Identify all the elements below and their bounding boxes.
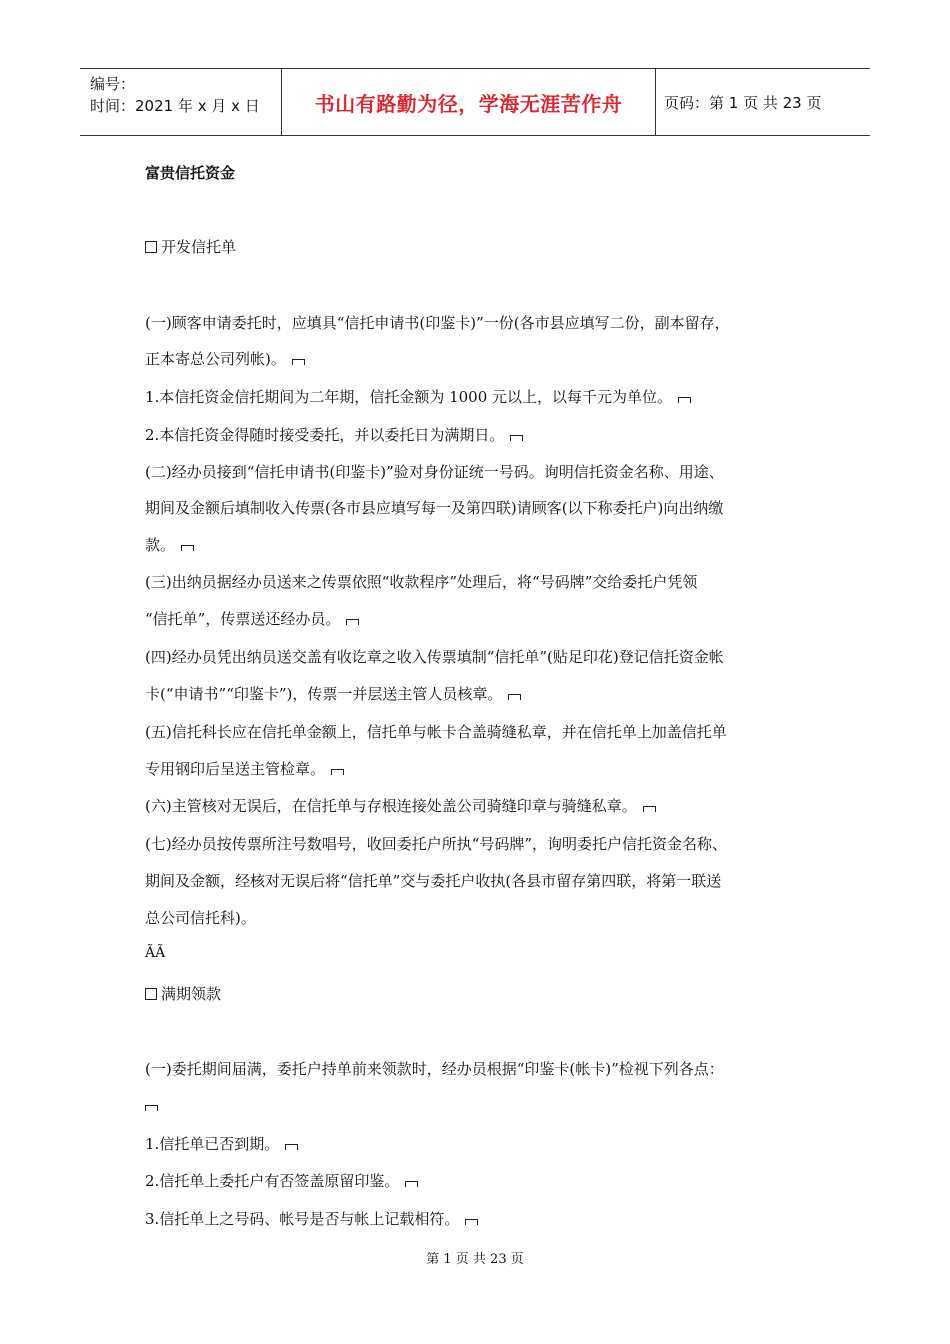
checkbox-icon xyxy=(145,988,157,1000)
paragraph-line xyxy=(145,571,697,592)
line-text: (三)出纳员据经办员送来之传票依照“收款程序”处理后，将“号码牌”交给委托户凭领 xyxy=(145,573,698,591)
paragraph-mark-icon xyxy=(510,435,523,441)
section1-heading-row xyxy=(145,236,236,257)
paragraph-line xyxy=(145,758,344,779)
line-text: (二)经办员接到“信托申请书(印鉴卡)”验对身份证统一号码。询明信托资金名称、用途、 xyxy=(145,463,724,481)
garbled-text: ÃÃ xyxy=(145,945,166,961)
document-header xyxy=(80,68,870,136)
paragraph-mark-icon xyxy=(465,1219,478,1225)
paragraph-line xyxy=(145,497,723,518)
paragraph-line xyxy=(145,424,523,445)
line-text: (五)信托科长应在信托单金额上，信托单与帐卡合盖骑缝私章，并在信托单上加盖信托单 xyxy=(145,723,727,741)
paragraph-line xyxy=(145,608,359,629)
line-text: 2.信托单上委托户有否签盖原留印鉴。 xyxy=(145,1172,400,1190)
header-motto-cell xyxy=(282,69,656,135)
paragraph-line xyxy=(145,870,721,891)
paragraph-mark-icon xyxy=(285,1144,298,1150)
paragraph-line xyxy=(145,312,730,333)
paragraph-line xyxy=(145,721,727,742)
line-text: (一)顾客申请委托时，应填具“信托申请书(印鉴卡)”一份(各市县应填写二份，副本留存， xyxy=(145,314,730,332)
paragraph-mark-icon xyxy=(643,806,656,812)
paragraph-mark-icon xyxy=(346,619,359,625)
line-text: “信托单”，传票送还经办员。 xyxy=(145,610,341,628)
paragraph-line xyxy=(145,1058,724,1079)
paragraph-mark-icon xyxy=(292,359,305,365)
paragraph-line xyxy=(145,1170,418,1191)
line-text: 1.信托单已否到期。 xyxy=(145,1135,280,1153)
paragraph-mark-icon xyxy=(678,397,691,403)
line-text: 正本寄总公司列帐)。 xyxy=(145,350,286,368)
line-text: (四)经办员凭出纳员送交盖有收讫章之收入传票填制“信托单”(贴足印花)登记信托资金帐 xyxy=(145,648,724,666)
paragraph-line xyxy=(145,461,724,482)
line-text: 卡(“申请书”“印鉴卡”)，传票一并层送主管人员核章。 xyxy=(145,685,503,703)
section2-heading-row xyxy=(145,983,221,1004)
line-text: (六)主管核对无误后，在信托单与存根连接处盖公司骑缝印章与骑缝私章。 xyxy=(145,797,637,815)
header-time: 时间：2021 年 x 月 x 日 xyxy=(90,97,260,115)
page-footer: 第 1 页 共 23 页 xyxy=(426,1252,524,1267)
header-page-info: 页码：第 1 页 共 23 页 xyxy=(664,93,822,112)
header-motto: 书山有路勤为径，学海无涯苦作舟 xyxy=(314,91,623,116)
paragraph-line xyxy=(145,1096,158,1114)
line-text: 专用钢印后呈送主管检章。 xyxy=(145,760,326,778)
paragraph-mark-icon xyxy=(405,1181,418,1187)
line-text: 期间及金额后填制收入传票(各市县应填写每一及第四联)请顾客(以下称委托户)向出纳缴 xyxy=(145,499,724,517)
paragraph-line xyxy=(145,386,691,407)
header-number: 编号： xyxy=(90,75,136,93)
paragraph-line xyxy=(145,1208,478,1229)
line-text: (一)委托期间届满，委托户持单前来领款时，经办员根据“印鉴卡(帐卡)”检视下列各点： xyxy=(145,1060,724,1078)
line-text: 2.本信托资金得随时接受委托，并以委托日为满期日。 xyxy=(145,426,505,444)
paragraph-line xyxy=(145,907,256,928)
line-text: 款。 xyxy=(145,536,176,554)
paragraph-line xyxy=(145,534,194,555)
paragraph-line xyxy=(145,833,727,854)
paragraph-mark-icon xyxy=(181,545,194,551)
checkbox-icon xyxy=(145,241,157,253)
line-text: (七)经办员按传票所注号数唱号，收回委托户所执“号码牌”，询明委托户信托资金名称、 xyxy=(145,835,728,853)
paragraph-line xyxy=(145,348,305,369)
paragraph-mark-icon xyxy=(145,1105,158,1111)
section1-heading: 开发信托单 xyxy=(161,238,237,256)
line-text: 期间及金额，经核对无误后将“信托单”交与委托户收执(各县市留存第四联，将第一联送 xyxy=(145,872,722,890)
line-text: 1.本信托资金信托期间为二年期，信托金额为 1000 元以上，以每千元为单位。 xyxy=(145,388,673,406)
paragraph-mark-icon xyxy=(508,694,521,700)
paragraph-line xyxy=(145,646,724,667)
doc-title: 富贵信托资金 xyxy=(145,164,236,182)
paragraph-line xyxy=(145,683,521,704)
header-meta xyxy=(80,69,282,135)
section2-heading: 满期领款 xyxy=(161,985,222,1003)
line-text: 3.信托单上之号码、帐号是否与帐上记载相符。 xyxy=(145,1210,460,1228)
paragraph-line xyxy=(145,1133,298,1154)
line-text: 总公司信托科)。 xyxy=(145,909,256,927)
paragraph-mark-icon xyxy=(331,769,344,775)
paragraph-line xyxy=(145,795,656,816)
